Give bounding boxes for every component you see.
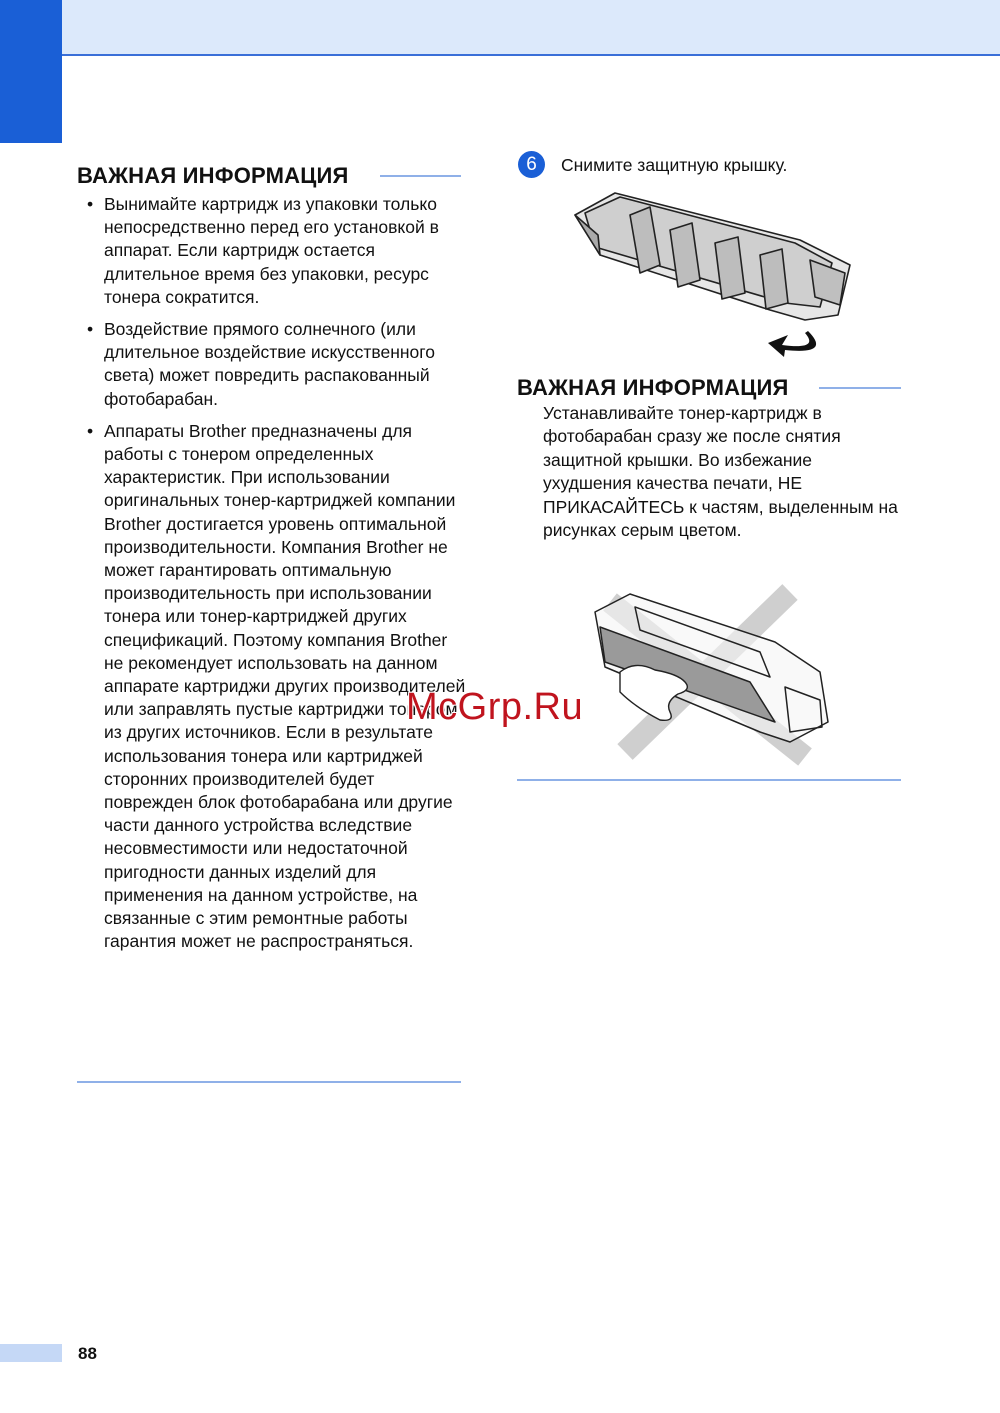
bullet-item [87,193,467,309]
bullet-dot: • [87,420,94,441]
step-number-icon: 6 [518,151,545,178]
chapter-tab [0,0,62,143]
curved-arrow-icon [768,331,816,357]
cartridge-cover-illustration [570,185,860,360]
watermark: McGrp.Ru [406,686,584,728]
bullet-text: Вынимайте картридж из упаковки только непосредственно перед его установкой в аппарат. Если картридж остается длительное время без упаковки, ресурс тонера сократится. [104,194,439,307]
right-note-heading: ВАЖНАЯ ИНФОРМАЦИЯ [517,375,789,400]
bullet-dot: • [87,319,94,340]
right-note-text: Устанавливайте тонер-картридж в фотобарабан сразу же после снятия защитной крышки. Во избежание ухудшения качества печати, НЕ ПРИКАСАЙТЕСЬ к частям, выделенным на рисунках серым цветом. [543,403,898,541]
bullet-text: Аппараты Brother предназначены для работы с тонером определенных характеристик. При использовании оригинальных тонер-картриджей компании Brother достигается уровень оптимальной производительности. Компания Brother не может гарантировать оптимальную производительность при использовании тонера или тонер-картриджей других спецификаций. Поэтому компания Brother не рекомендует использовать на данном аппарате картриджи других производителей или заправлять пустые картриджи тонером из других источников. Если в результате использования тонера или картриджей сторонних производителей будет поврежден блок фотобарабана или другие части данного устройства вследствие несовместимости или недостаточной пригодности данных изделий для применения на данном устройстве, на связанные с этим ремонтные работы гарантия может не распространяться. [104,420,466,952]
bullet-item [87,318,467,411]
left-note-body [87,193,467,963]
left-note-end-rule [77,1081,461,1083]
right-heading-rule [819,387,901,389]
step-instruction: Снимите защитную крышку. [561,155,788,175]
bullet-dot: • [87,194,94,214]
page-number: 88 [78,1344,97,1363]
page-number-tab [0,1344,62,1362]
right-note-end-rule [517,779,901,781]
left-note-heading: ВАЖНАЯ ИНФОРМАЦИЯ [77,163,349,188]
header-band [0,0,1000,55]
bullet-text: Воздействие прямого солнечного (или длительное воздействие искусственного света) может повредить распакованный фотобарабан. [104,319,435,409]
left-heading-rule [380,175,461,177]
header-rule [62,54,1000,56]
drum-do-not-touch-illustration [590,582,840,767]
